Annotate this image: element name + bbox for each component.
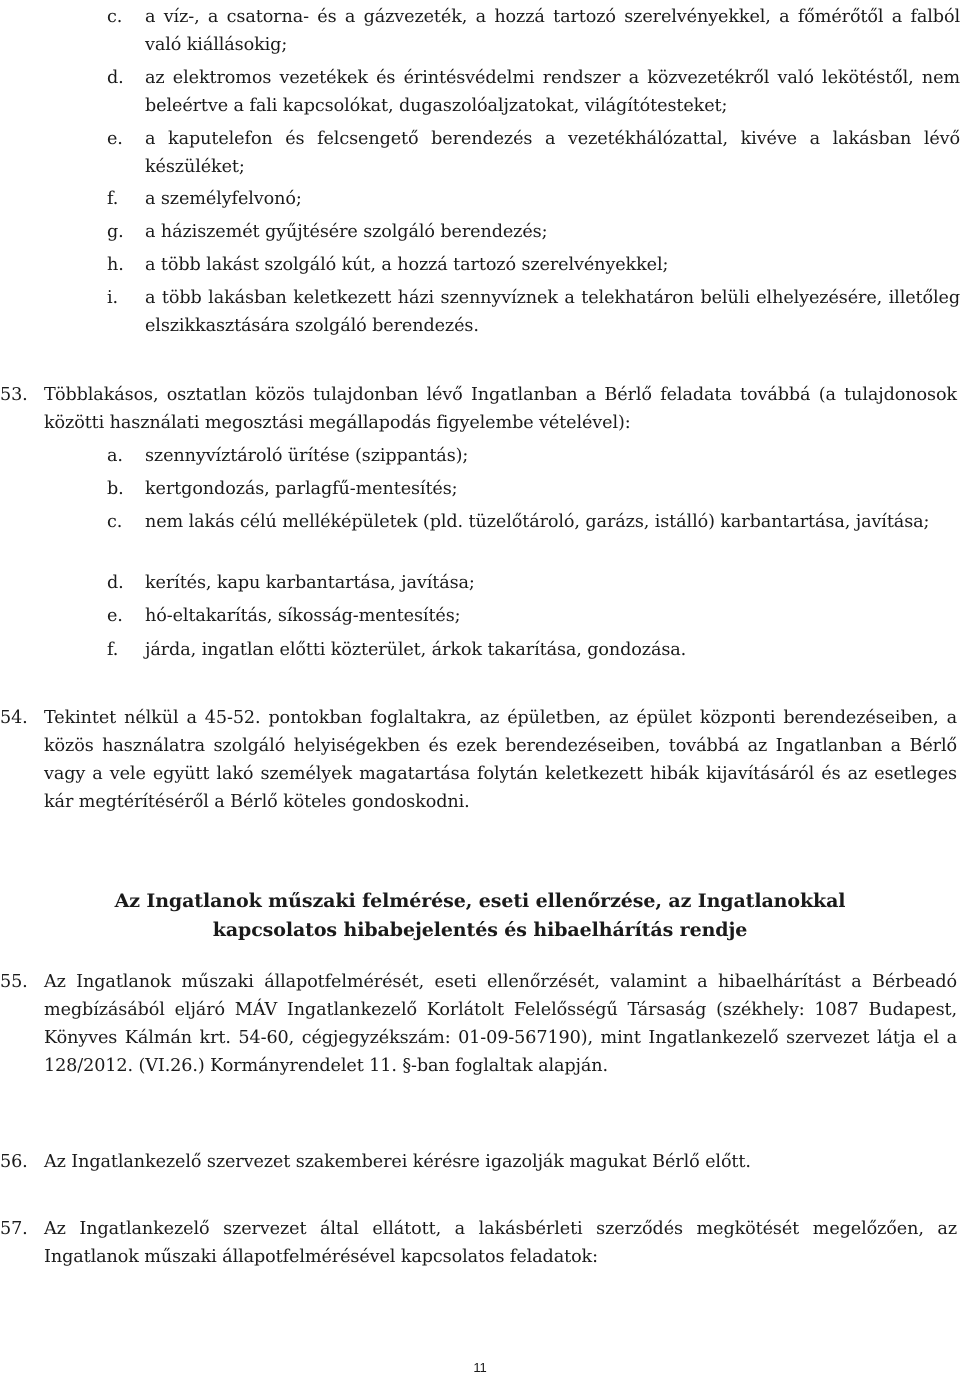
- list-letter: d.: [107, 68, 124, 88]
- list-item: [107, 185, 960, 213]
- list-letter: e.: [107, 606, 123, 626]
- paragraph-number: 53.: [0, 385, 28, 405]
- paragraph-number: 54.: [0, 708, 28, 728]
- list-text: a kaputelefon és felcsengető berendezés a vezetékhálózattal, kivéve a lakásban lévő készüléket;: [145, 129, 960, 177]
- section-heading-line-2: kapcsolatos hibabejelentés és hibaelhárítás rendje: [212, 919, 748, 941]
- section-heading-line-1: Az Ingatlanok műszaki felmérése, eseti ellenőrzése, az Ingatlanokkal: [114, 890, 846, 912]
- list-item: [107, 442, 960, 470]
- list-letter: a.: [107, 446, 123, 466]
- list-item: [107, 218, 960, 246]
- list-text: hó-eltakarítás, síkosság-mentesítés;: [145, 606, 461, 626]
- list-text: a több lakást szolgáló kút, a hozzá tartozó szerelvényekkel;: [145, 255, 669, 275]
- paragraph-number: 57.: [0, 1219, 28, 1239]
- list-text: kerítés, kapu karbantartása, javítása;: [145, 573, 475, 593]
- list-text: nem lakás célú melléképületek (pld. tüzelőtároló, garázs, istálló) karbantartása, javítása;: [145, 512, 930, 532]
- list-item: [107, 475, 960, 503]
- paragraph-54: [0, 704, 960, 816]
- paragraph-number: 55.: [0, 972, 28, 992]
- list-text: a víz-, a csatorna- és a gázvezeték, a hozzá tartozó szerelvényekkel, a főmérőtől a falból való kiállásokig;: [145, 7, 960, 55]
- list-text: szennyvíztároló ürítése (szippantás);: [145, 446, 469, 466]
- list-text: kertgondozás, parlagfű-mentesítés;: [145, 479, 458, 499]
- list-letter: d.: [107, 573, 124, 593]
- paragraph-53: [0, 381, 960, 437]
- page-number: 11: [473, 1360, 487, 1375]
- list-letter: b.: [107, 479, 124, 499]
- list-text: az elektromos vezetékek és érintésvédelmi rendszer a közvezetékről való lekötéstől, nem beleértve a fali kapcsolókat, dugaszolóaljzatokat, világítótesteket;: [145, 68, 960, 116]
- list-item: [107, 602, 960, 630]
- list-item: [107, 569, 960, 597]
- list-text: a személyfelvonó;: [145, 189, 302, 209]
- list-item: [107, 636, 960, 664]
- list-letter: i.: [107, 288, 119, 308]
- list-letter: g.: [107, 222, 124, 242]
- paragraph-text: Az Ingatlankezelő szervezet szakemberei kérésre igazolják magukat Bérlő előtt.: [44, 1152, 751, 1172]
- list-text: a háziszemét gyűjtésére szolgáló berendezés;: [145, 222, 548, 242]
- list-item: [107, 508, 960, 536]
- list-item: [107, 284, 960, 340]
- paragraph-56: [0, 1148, 960, 1176]
- list-letter: f.: [107, 640, 119, 660]
- paragraph-text: Többlakásos, osztatlan közös tulajdonban lévő Ingatlanban a Bérlő feladata továbbá (a tulajdonosok közötti használati megosztási megállapodás figyelembe vételével):: [44, 385, 957, 433]
- list-letter: c.: [107, 7, 123, 27]
- paragraph-text: Tekintet nélkül a 45-52. pontokban foglaltakra, az épületben, az épület központi berendezéseiben, a közös használatra szolgáló helyiségekben és ezek berendezéseiben, továbbá az Ingatlanban a Bérlő vagy a vele együtt lakó személyek magatartása folytán keletkezett hibák kijavításáról és az esetleges kár megtérítéséről a Bérlő köteles gondoskodni.: [44, 708, 957, 812]
- list-letter: h.: [107, 255, 124, 275]
- list-item: [107, 3, 960, 59]
- paragraph-number: 56.: [0, 1152, 28, 1172]
- paragraph-text: Az Ingatlankezelő szervezet által ellátott, a lakásbérleti szerződés megkötését megelőzően, az Ingatlanok műszaki állapotfelmérésével kapcsolatos feladatok:: [44, 1219, 957, 1267]
- paragraph-text: Az Ingatlanok műszaki állapotfelmérését, eseti ellenőrzését, valamint a hibaelhárítást a Bérbeadó megbízásából eljáró MÁV Ingatlankezelő Korlátolt Felelősségű Társaság (székhely: 1087 Budapest, Könyves Kálmán krt. 54-60, cégjegyzékszám: 01-09-567190), mint Ingatlankezelő szervezet látja el a 128/2012. (VI.26.) Kormányrendelet 11. §-ban foglaltak alapján.: [44, 972, 957, 1076]
- paragraph-57: [0, 1215, 960, 1271]
- list-text: járda, ingatlan előtti közterület, árkok takarítása, gondozása.: [145, 640, 687, 660]
- list-item: [107, 251, 960, 279]
- list-text: a több lakásban keletkezett házi szennyvíznek a telekhatáron belüli elhelyezésére, illetőleg elszikkasztására szolgáló berendezés.: [145, 288, 960, 336]
- list-letter: c.: [107, 512, 123, 532]
- list-item: [107, 125, 960, 181]
- list-letter: f.: [107, 189, 119, 209]
- list-letter: e.: [107, 129, 123, 149]
- list-item: [107, 64, 960, 120]
- paragraph-55: [0, 968, 960, 1080]
